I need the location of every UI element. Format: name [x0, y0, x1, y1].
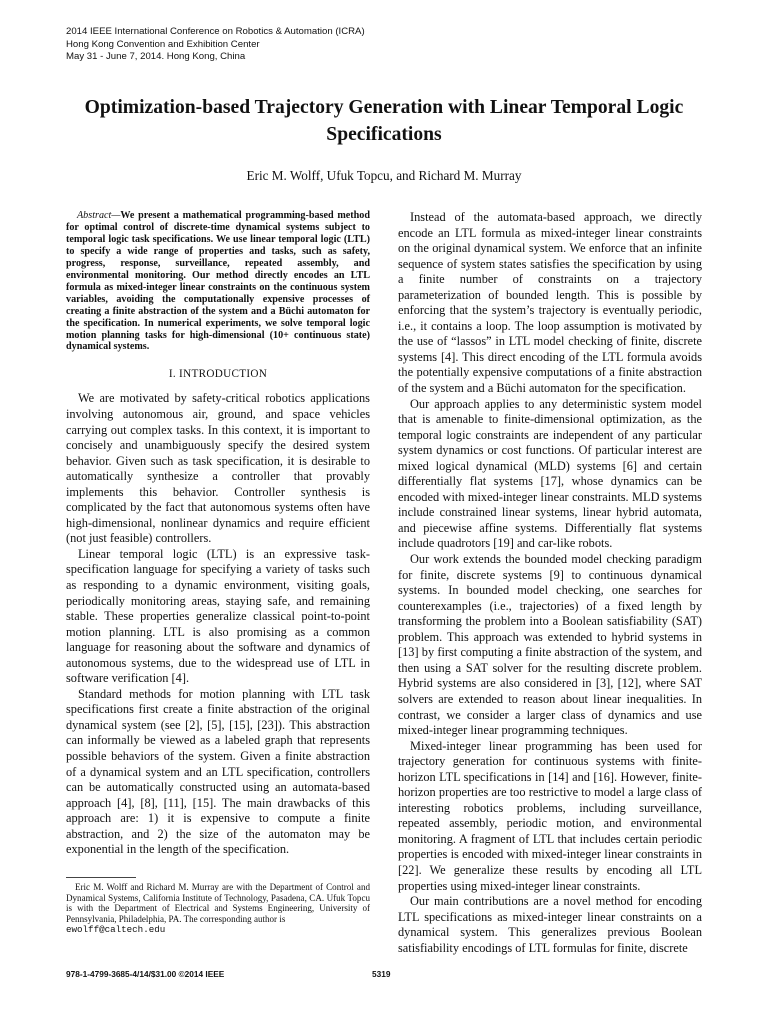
- paragraph: Our work extends the bounded model checking paradigm for finite, discrete systems [9] to continuous dynamical systems. In bounded model checking, one searches for counterexamples (i.e., trajectories) of a fixed length by transforming the problem into a Boolean satisfiability (SAT) problem. This approach was extended to hybrid systems in [13] by first computing a finite abstraction of the system, and then using a SAT solver for the resulting discrete problem. Hybrid systems are also considered in [3], [12], where SAT solvers are extended to reason about linear inequalities. In contrast, we consider a larger class of dynamics and use mixed-integer linear programming techniques.: [398, 552, 702, 738]
- conference-name: 2014 IEEE International Conference on Robotics & Automation (ICRA): [66, 26, 365, 37]
- section-number: I. I: [168, 368, 184, 381]
- footnote-divider: [66, 877, 136, 878]
- page-number: 5319: [372, 969, 391, 979]
- author-email: ewolff@caltech.edu: [66, 924, 166, 936]
- paragraph: Our main contributions are a novel method for encoding LTL specifications as mixed-integer linear constraints on a dynamical system. This generalizes previous Boolean satisfiability encodings of LTL formulas for finite, discrete: [398, 894, 702, 955]
- footnote-text: [66, 882, 370, 936]
- footnote-affiliations: Eric M. Wolff and Richard M. Murray are with the Department of Control and Dynamical Systems, California Institute of Technology, Pasadena, CA. Ufuk Topcu is with the Department of Electrical and Systems Engineering, University of Pennsylvania, Philadelphia, PA. The corresponding author is: [66, 882, 370, 924]
- paragraph: Linear temporal logic (LTL) is an expressive task-specification language for specifying a variety of tasks such as responding to a dynamic environment, visiting goals, periodically monitoring areas, staying safe, and remaining stable. These properties generalize classical point-to-point motion planning. LTL is also promising as a common language for reasoning about the software and dynamics of autonomous systems, due to the widespread use of LTL in software verification [4].: [66, 546, 370, 686]
- section-heading-introduction: [66, 367, 370, 381]
- paragraph: Standard methods for motion planning with LTL task specifications first create a finite abstraction of the original dynamical system (see [2], [5], [15], [23]). This abstraction can informally be viewed as a labeled graph that represents possible behaviors of the system. Given a finite abstraction of a dynamical system and an LTL specification, controllers can be automatically constructed using an automata-based approach [4], [8], [11], [15]. The main drawbacks of this approach are: 1) it is expensive to compute a finite abstraction, and 2) the size of the automaton may be exponential in the length of the specification.: [66, 686, 370, 857]
- conference-venue: Hong Kong Convention and Exhibition Center: [66, 38, 260, 50]
- footer-isbn: 978-1-4799-3685-4/14/$31.00 ©2014 IEEE: [66, 969, 225, 979]
- abstract: [66, 210, 370, 353]
- paragraph: We are motivated by safety-critical robotics applications involving autonomous air, ground, and space vehicles carrying out complex tasks. In this context, it is important to concisely and unambiguously specify the desired system behavior. Given such as task specification, it is desirable to automatically synthesize a controller that provably implements this behavior. Controller synthesis is complicated by the fact that autonomous systems often have high-dimensional, nonlinear dynamics and require efficient (not just feasible) controllers.: [66, 391, 370, 546]
- abstract-dash: —: [111, 210, 121, 221]
- paragraph: Mixed-integer linear programming has been used for trajectory generation for continuous systems with finite-horizon LTL specifications in [14] and [16]. However, finite-horizon properties are too restrictive to model a large class of interesting robotics problems, including surveillance, repeated assembly, periodic motion, and environmental monitoring. A fragment of LTL that includes certain periodic properties is encoded with mixed-integer linear constraints in [22]. We generalize these results by encoding all LTL properties using mixed-integer linear constraints.: [398, 738, 702, 893]
- conference-dates: May 31 - June 7, 2014. Hong Kong, China: [66, 51, 246, 63]
- paper-title: Optimization-based Trajectory Generation with Linear Temporal Logic Specifications: [84, 97, 684, 145]
- footnote: [66, 882, 370, 936]
- paragraph: Our approach applies to any deterministic system model that is amenable to finite-dimensional optimization, as the temporal logic constraints are independent of any particular system dynamics or cost functions. Of particular interest are mixed logical dynamical (MLD) systems [6] and certain differentially flat systems [17], whose dynamics can be encoded with mixed-integer linear constraints. MLD systems include constrained linear systems, linear hybrid automata, and piecewise affine systems. Differentially flat systems include quadrotors [19] and car-like robots.: [398, 396, 702, 551]
- abstract-text: We present a mathematical programming-based method for optimal control of discrete-time dynamical systems subject to temporal logic task specifications. We use linear temporal logic (LTL) to specify a wide range of properties and tasks, such as safety, progress, response, surveillance, repeated assembly, and environmental monitoring. Our method directly encodes an LTL formula as mixed-integer linear constraints on the continuous system variables, avoiding the computationally expensive processes of creating a finite abstraction of the system and a Büchi automaton for the specification. In numerical experiments, we solve temporal logic motion planning tasks for high-dimensional (10+ continuous state) dynamical systems.: [66, 210, 370, 353]
- paragraph: Instead of the automata-based approach, we directly encode an LTL formula as mixed-integer linear constraints on the original dynamical system. We enforce that an infinite sequence of system states satisfies the specification by using a finite number of constraints on a trajectory parameterization of bounded length. This is possible by enforcing that the system’s trajectory is eventually periodic, i.e., it contains a loop. The loop assumption is motivated by the use of “lassos” in LTL model checking of finite, discrete systems [4]. This direct encoding of the LTL formula avoids the potentially expensive computations of a finite abstraction of the system and a Büchi automaton for the specification.: [398, 210, 702, 396]
- section-name: NTRODUCTION: [183, 368, 268, 381]
- abstract-label: Abstract: [77, 210, 112, 221]
- author-list: Eric M. Wolff, Ufuk Topcu, and Richard M. Murray: [246, 168, 522, 183]
- right-column: [398, 210, 702, 956]
- conference-header: [66, 26, 365, 64]
- left-column: [66, 210, 370, 858]
